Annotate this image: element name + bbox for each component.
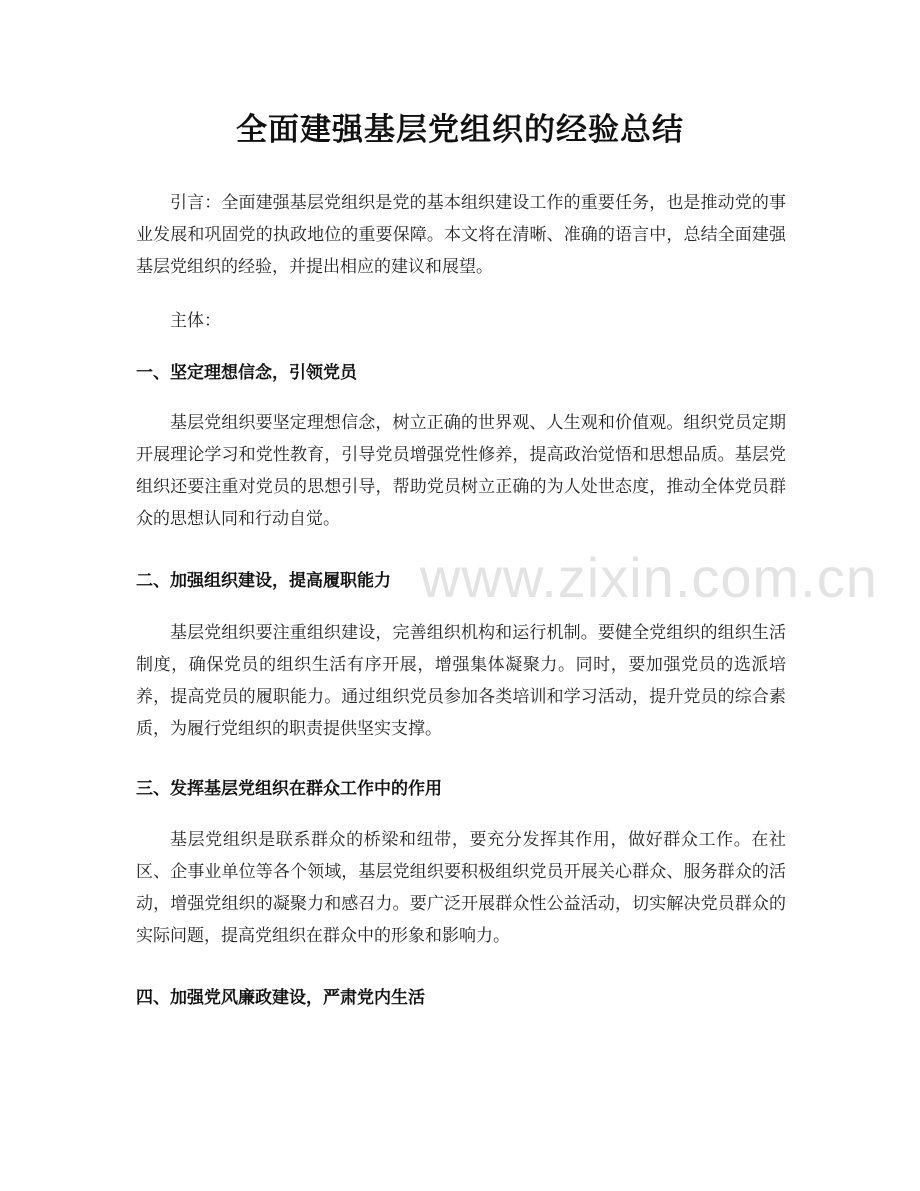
watermark-text: www.zixin.com.cn — [420, 546, 878, 609]
section-heading-2: 二、加强组织建设，提高履职能力 — [136, 571, 391, 591]
document-title: 全面建强基层党组织的经验总结 — [236, 112, 684, 148]
section-paragraph-3: 基层党组织是联系群众的桥梁和纽带，要充分发挥其作用，做好群众工作。在社区、企事业单位等各个领域，基层党组织要积极组织党员开展关心群众、服务群众的活动，增强党组织的凝聚力和感召力。要广泛开展群众性公益活动，切实解决党员群众的实际问题，提高党组织在群众中的形象和影响力。 — [136, 830, 786, 946]
body-label: 主体： — [170, 311, 221, 331]
section-heading-1: 一、坚定理想信念，引领党员 — [136, 363, 357, 383]
section-heading-4: 四、加强党风廉政建设，严肃党内生活 — [136, 988, 425, 1008]
section-heading-3: 三、发挥基层党组织在群众工作中的作用 — [136, 779, 442, 799]
section-paragraph-1: 基层党组织要坚定理想信念，树立正确的世界观、人生观和价值观。组织党员定期开展理论学习和党性教育，引导党员增强党性修养，提高政治觉悟和思想品质。基层党组织还要注重对党员的思想引导，帮助党员树立正确的为人处世态度，推动全体党员群众的思想认同和行动自觉。 — [136, 413, 786, 529]
section-paragraph-2: 基层党组织要注重组织建设，完善组织机构和运行机制。要健全党组织的组织生活制度，确保党员的组织生活有序开展，增强集体凝聚力。同时，要加强党员的选派培养，提高党员的履职能力。通过组织党员参加各类培训和学习活动，提升党员的综合素质，为履行党组织的职责提供坚实支撑。 — [136, 623, 786, 739]
intro-paragraph: 引言：全面建强基层党组织是党的基本组织建设工作的重要任务，也是推动党的事业发展和巩固党的执政地位的重要保障。本文将在清晰、准确的语言中，总结全面建强基层党组织的经验，并提出相应的建议和展望。 — [136, 193, 786, 277]
